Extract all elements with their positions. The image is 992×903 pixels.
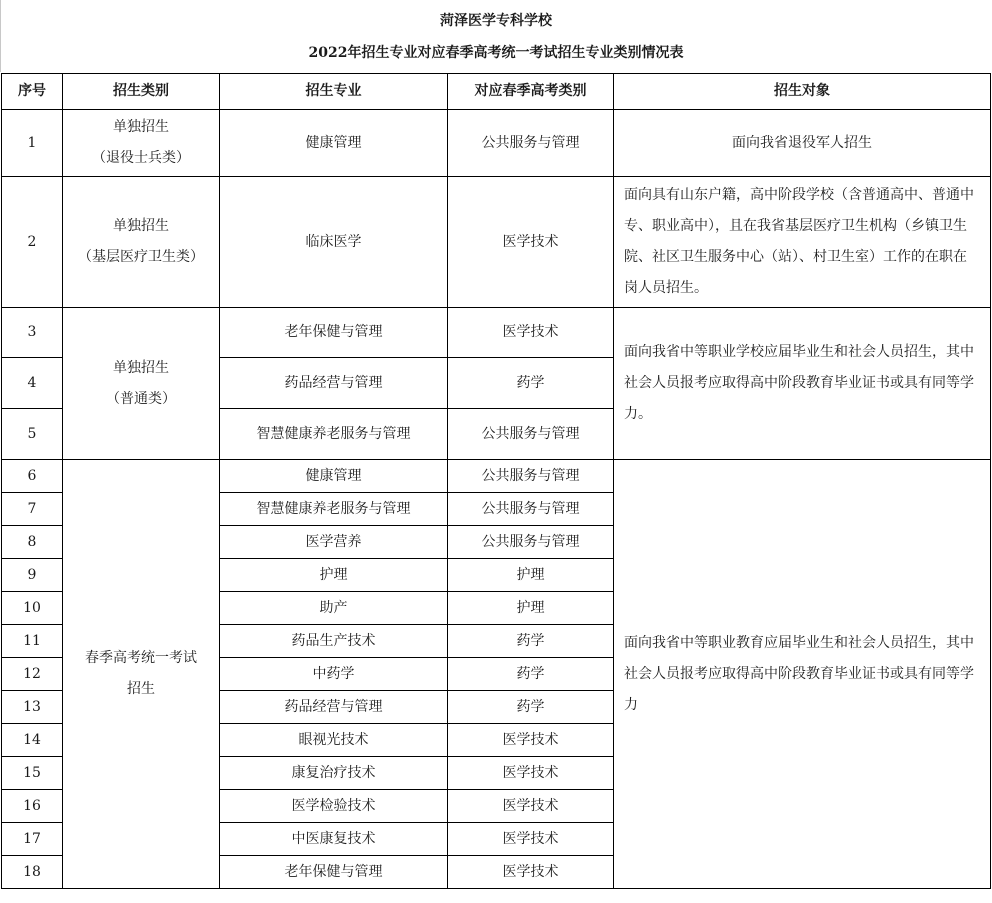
row-no: 11 [2, 625, 63, 658]
row-no: 18 [2, 856, 63, 889]
table-title: 2022年招生专业对应春季高考统一考试招生专业类别情况表 [308, 45, 684, 61]
category-cell [63, 308, 220, 460]
category-cell [63, 110, 220, 177]
major-cell: 中药学 [220, 658, 448, 691]
header-no: 序号 [2, 74, 63, 110]
major-cell: 老年保健与管理 [220, 856, 448, 889]
table-row [2, 308, 991, 358]
row-no: 17 [2, 823, 63, 856]
major-cell: 助产 [220, 592, 448, 625]
major-cell: 健康管理 [220, 110, 448, 177]
major-cell: 医学检验技术 [220, 790, 448, 823]
exam-type-cell: 药学 [448, 625, 614, 658]
category-line: 招生 [127, 681, 155, 697]
header-category: 招生类别 [63, 74, 220, 110]
exam-type-cell: 公共服务与管理 [448, 460, 614, 493]
table-row [2, 177, 991, 308]
row-no: 15 [2, 757, 63, 790]
major-cell: 药品经营与管理 [220, 691, 448, 724]
category-cell [63, 460, 220, 889]
exam-type-cell: 医学技术 [448, 308, 614, 358]
major-cell: 药品生产技术 [220, 625, 448, 658]
row-no: 5 [2, 409, 63, 460]
major-cell: 眼视光技术 [220, 724, 448, 757]
exam-type-cell: 护理 [448, 592, 614, 625]
target-cell: 面向我省中等职业教育应届毕业生和社会人员招生，其中社会人员报考应取得高中阶段教育毕业证书或具有同等学力 [614, 460, 991, 889]
target-cell: 面向我省中等职业学校应届毕业生和社会人员招生，其中社会人员报考应取得高中阶段教育毕业证书或具有同等学力。 [614, 308, 991, 460]
header-exam-type: 对应春季高考类别 [448, 74, 614, 110]
exam-type-cell: 医学技术 [448, 177, 614, 308]
major-cell: 护理 [220, 559, 448, 592]
category-cell [63, 177, 220, 308]
category-line: （基层医疗卫生类） [78, 249, 204, 265]
exam-type-cell: 医学技术 [448, 856, 614, 889]
row-no: 7 [2, 493, 63, 526]
category-line: （普通类） [106, 390, 176, 407]
admission-table [1, 73, 991, 889]
major-cell: 健康管理 [220, 460, 448, 493]
category-line: 单独招生 [113, 218, 169, 234]
exam-type-cell: 药学 [448, 691, 614, 724]
major-cell: 医学营养 [220, 526, 448, 559]
exam-type-cell: 公共服务与管理 [448, 493, 614, 526]
table-header-row [2, 74, 991, 110]
row-no: 12 [2, 658, 63, 691]
exam-type-cell: 公共服务与管理 [448, 110, 614, 177]
category-line: （退役士兵类） [92, 150, 190, 166]
row-no: 9 [2, 559, 63, 592]
major-cell: 康复治疗技术 [220, 757, 448, 790]
exam-type-cell: 公共服务与管理 [448, 409, 614, 460]
row-no: 13 [2, 691, 63, 724]
major-cell: 智慧健康养老服务与管理 [220, 409, 448, 460]
exam-type-cell: 医学技术 [448, 790, 614, 823]
table-row [2, 460, 991, 493]
school-title: 菏泽医学专科学校 [440, 13, 552, 29]
row-no: 10 [2, 592, 63, 625]
target-cell: 面向我省退役军人招生 [614, 110, 991, 177]
row-no: 3 [2, 308, 63, 358]
header-target: 招生对象 [614, 74, 991, 110]
exam-type-cell: 护理 [448, 559, 614, 592]
row-no: 14 [2, 724, 63, 757]
row-no: 1 [2, 110, 63, 177]
exam-type-cell: 医学技术 [448, 724, 614, 757]
exam-type-cell: 药学 [448, 358, 614, 409]
header-major: 招生专业 [220, 74, 448, 110]
category-line: 单独招生 [113, 359, 169, 376]
category-line: 单独招生 [113, 119, 169, 135]
row-no: 4 [2, 358, 63, 409]
category-line: 春季高考统一考试 [85, 650, 197, 666]
major-cell: 智慧健康养老服务与管理 [220, 493, 448, 526]
table-row [2, 110, 991, 177]
row-no: 16 [2, 790, 63, 823]
row-no: 8 [2, 526, 63, 559]
target-cell: 面向具有山东户籍，高中阶段学校（含普通高中、普通中专、职业高中），且在我省基层医疗卫生机构（乡镇卫生院、社区卫生服务中心（站）、村卫生室）工作的在职在岗人员招生。 [614, 177, 991, 308]
row-no: 6 [2, 460, 63, 493]
exam-type-cell: 公共服务与管理 [448, 526, 614, 559]
exam-type-cell: 医学技术 [448, 823, 614, 856]
exam-type-cell: 医学技术 [448, 757, 614, 790]
major-cell: 中医康复技术 [220, 823, 448, 856]
major-cell: 药品经营与管理 [220, 358, 448, 409]
row-no: 2 [2, 177, 63, 308]
major-cell: 老年保健与管理 [220, 308, 448, 358]
exam-type-cell: 药学 [448, 658, 614, 691]
major-cell: 临床医学 [220, 177, 448, 308]
